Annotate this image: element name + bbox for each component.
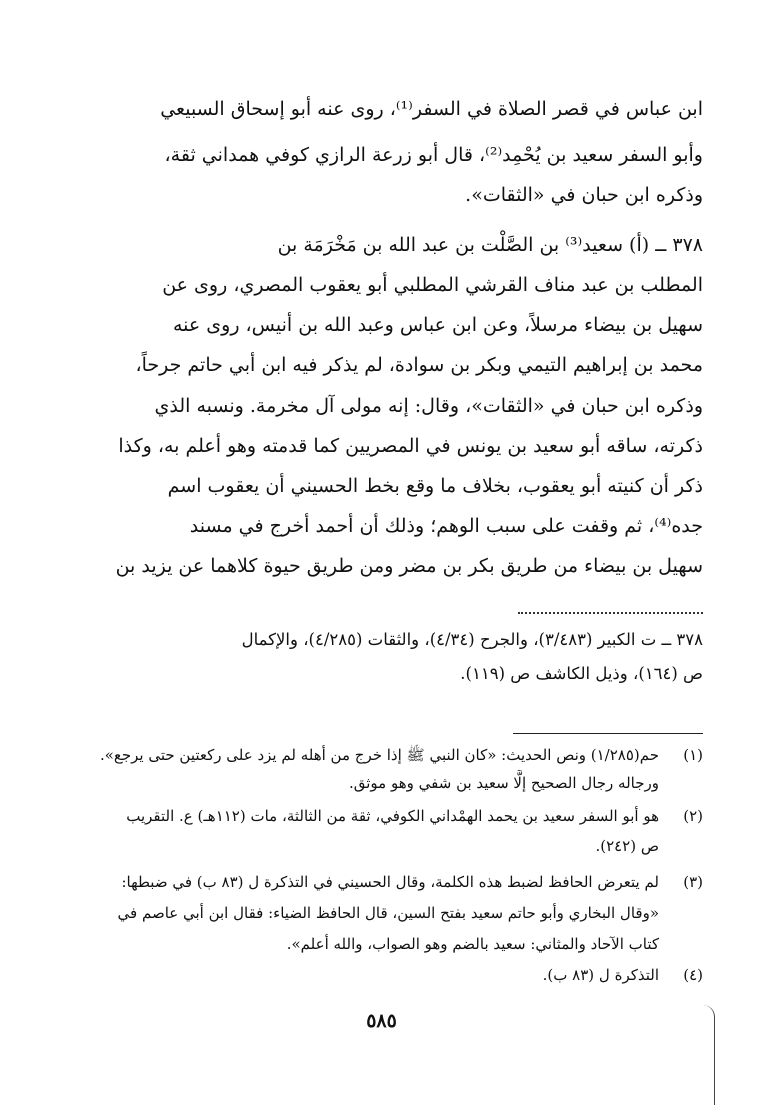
footnote-1 <box>61 742 703 768</box>
main-text-line: جده⁽⁴⁾، ثم وقفت على سبب الوهم؛ وذلك أن أحمد أخرج في مسند <box>189 515 703 537</box>
footnote-text: حم(١/٢٨٥) ونص الحديث: «كان النبي ﷺ إذا خرج من أهله لم يزد على ركعتين حتى يرجع». <box>99 746 659 764</box>
main-text-line: وذكره ابن حبان في «الثقات»، وقال: إنه مولى آل مخرمة. ونسبه الذي <box>154 395 703 417</box>
footnote-4 <box>61 962 703 988</box>
footnote-text: ورجاله رجال الصحيح إلَّا سعيد بن شفي وهو موثق. <box>348 774 659 792</box>
footnote-3-cont <box>61 900 703 926</box>
binding-edge <box>702 1005 715 1105</box>
main-text-line: وذكره ابن حبان في «الثقات». <box>465 184 703 206</box>
footnote-rule <box>513 733 703 734</box>
main-text-line: وأبو السفر سعيد بن يُحْمِد⁽²⁾، قال أبو زرعة الرازي كوفي همداني ثقة، <box>164 144 703 166</box>
main-text-line: ٣٧٨ ــ (أ) سعيد⁽³⁾ بن الصَّلْت بن عبد الله بن مَخْرَمَة بن <box>277 234 703 256</box>
footnote-text: ص (٢٤٢). <box>595 837 659 855</box>
footnote-number: (٢) <box>683 807 703 825</box>
footnote-number: (٤) <box>683 966 703 984</box>
footnote-text: هو أبو السفر سعيد بن يحمد الهمْداني الكوفي، ثقة من الثالثة، مات (١١٢هـ) ع. التقريب <box>126 807 659 825</box>
sources-line: ص (١٦٤)، وذيل الكاشف ص (١١٩). <box>460 664 703 683</box>
dotted-separator <box>518 602 703 614</box>
footnote-3-cont <box>61 931 703 957</box>
footnote-text: «وقال البخاري وأبو حاتم سعيد بفتح السين، قال الحافظ الضياء: فقال ابن أبي عاصم في <box>117 904 659 922</box>
footnote-1-cont <box>61 770 703 796</box>
main-text-line: المطلب بن عبد مناف القرشي المطلبي أبو يعقوب المصري، روى عن <box>162 274 703 296</box>
sources-line: ٣٧٨ ــ ت الكبير (٣/٤٨٣)، والجرح (٤/٣٤)، والثقات (٤/٢٨٥)، والإكمال <box>241 630 703 649</box>
main-text-line: محمد بن إبراهيم التيمي وبكر بن سوادة، لم يذكر فيه ابن أبي حاتم جرحاً، <box>135 354 703 376</box>
main-text-line: سهيل بن بيضاء من طريق بكر بن مضر ومن طريق حيوة كلاهما عن يزيد بن <box>115 555 703 577</box>
footnote-text: كتاب الآحاد والمثاني: سعيد بالضم وهو الصواب، والله أعلم». <box>286 935 659 953</box>
main-text-line: ذكرته، ساقه أبو سعيد بن يونس في المصريين كما قدمته وهو أعلم به، وكذا <box>118 435 703 457</box>
main-text-line: ذكر أن كنيته أبو يعقوب، بخلاف ما وقع بخط الحسيني أن يعقوب اسم <box>167 475 703 497</box>
main-text-line: سهيل بن بيضاء مرسلاً، وعن ابن عباس وعبد الله بن أنيس، روى عنه <box>172 314 703 336</box>
footnote-text: لم يتعرض الحافظ لضبط هذه الكلمة، وقال الحسيني في التذكرة ل (٨٣ ب) في ضبطها: <box>121 873 659 891</box>
footnote-3 <box>61 869 703 895</box>
main-text-line: ابن عباس في قصر الصلاة في السفر⁽¹⁾، روى عنه أبو إسحاق السبيعي <box>160 98 703 120</box>
footnote-number: (٣) <box>683 873 703 891</box>
footnote-2-cont <box>61 833 703 859</box>
footnote-text: التذكرة ل (٨٣ ب). <box>542 966 659 984</box>
footnote-2 <box>61 803 703 829</box>
page-number: ٥٨٥ <box>366 1010 397 1032</box>
footnote-number: (١) <box>683 746 703 764</box>
